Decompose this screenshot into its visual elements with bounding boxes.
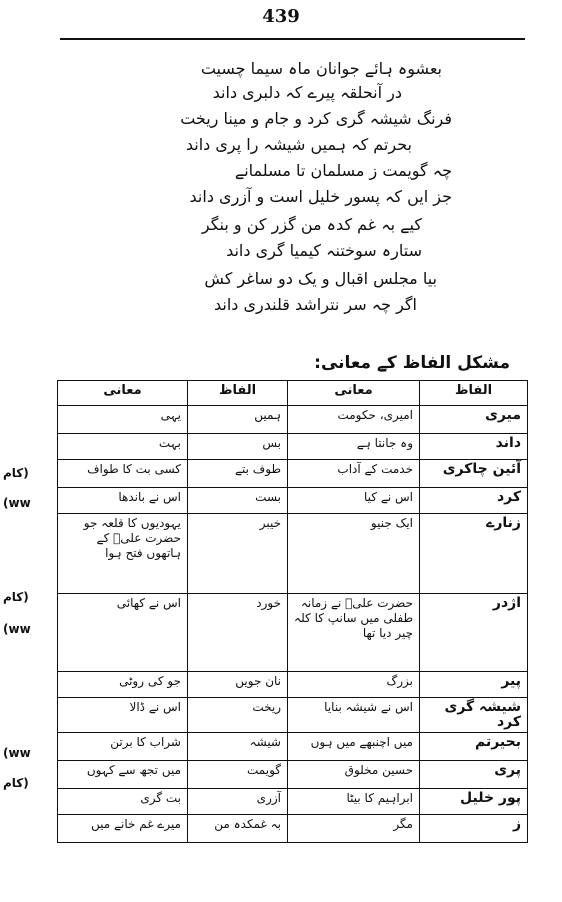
table-cell: ابراہیم کا بیٹا	[288, 789, 420, 815]
table-cell: بست	[188, 488, 288, 514]
table-cell: شراب کا برتن	[58, 733, 188, 761]
margin-note: (ww	[3, 622, 31, 636]
table-row	[58, 460, 528, 488]
table-cell: بت گری	[58, 789, 188, 815]
verse-line: اگر چہ سر نتراشد قلندری داند	[213, 295, 417, 314]
table-cell: گویمت	[188, 761, 288, 789]
top-rule	[60, 38, 525, 40]
verse-line: جز ایں کہ پسور خلیل است و آزری داند	[189, 187, 452, 206]
table-cell: اس نے کھائی	[58, 594, 188, 672]
table-row	[58, 698, 528, 733]
margin-note: (ww	[3, 496, 31, 510]
column-header: معانی	[58, 381, 188, 406]
column-header: معانی	[288, 381, 420, 406]
table-row	[58, 733, 528, 761]
verse-line: چہ گویمت ز مسلمان تا مسلمانے	[234, 161, 452, 180]
table-cell: طوف بتے	[188, 460, 288, 488]
verse-line: در آنحلقہ پیرے کہ دلبری داند	[212, 83, 402, 102]
margin-note: (ww	[3, 746, 31, 760]
table-row	[58, 406, 528, 434]
table-cell: وہ جانتا ہے	[288, 434, 420, 460]
section-heading: مشکل الفاظ کے معانی:	[314, 353, 510, 373]
table-cell: پور خلیل	[420, 789, 528, 815]
table-cell: اس نے باندھا	[58, 488, 188, 514]
table-cell: یہودیوں کا قلعہ جو حضرت علیؓ کے ہاتھوں فتح ہوا	[58, 514, 188, 594]
table-cell: میرے غم خانے میں	[58, 815, 188, 843]
table-cell: اژدر	[420, 594, 528, 672]
table-row	[58, 594, 528, 672]
glossary-table	[57, 380, 528, 843]
table-cell: شیشہ گری کرد	[420, 698, 528, 733]
verse-line: کیے بہ غم کدہ من گزر کن و بنگر	[201, 215, 422, 234]
column-header: الفاظ	[420, 381, 528, 406]
table-header-row	[58, 381, 528, 406]
verse-line: بیا مجلس اقبال و یک دو ساغر کش	[204, 269, 437, 288]
table-cell: خورد	[188, 594, 288, 672]
table-row	[58, 488, 528, 514]
table-cell: ریخت	[188, 698, 288, 733]
table-cell: میں اچنبھے میں ہوں	[288, 733, 420, 761]
table-cell: اس نے ڈالا	[58, 698, 188, 733]
table-cell: میری	[420, 406, 528, 434]
verse-line: فرنگ شیشہ گری کرد و جام و مینا ریخت	[180, 109, 452, 128]
table-row	[58, 815, 528, 843]
table-row	[58, 434, 528, 460]
table-cell: اس نے کیا	[288, 488, 420, 514]
table-cell: داند	[420, 434, 528, 460]
table-cell: مگر	[288, 815, 420, 843]
table-cell: آئین چاکری	[420, 460, 528, 488]
table-cell: آزری	[188, 789, 288, 815]
table-cell: یہی	[58, 406, 188, 434]
table-cell: بس	[188, 434, 288, 460]
table-cell: بہت	[58, 434, 188, 460]
table-row	[58, 789, 528, 815]
table-row	[58, 514, 528, 594]
table-cell: زنارے	[420, 514, 528, 594]
table-cell: حسین مخلوق	[288, 761, 420, 789]
table-cell: اس نے شیشہ بنایا	[288, 698, 420, 733]
table-cell: حضرت علیؓ نے زمانہ طفلی میں سانپ کا کلہ چیر دیا تھا	[288, 594, 420, 672]
table-row	[58, 761, 528, 789]
table-cell: خدمت کے آداب	[288, 460, 420, 488]
table-cell: خیبر	[188, 514, 288, 594]
table-cell: ز	[420, 815, 528, 843]
table-cell: نان جویں	[188, 672, 288, 698]
table-cell: کرد	[420, 488, 528, 514]
table-cell: ایک جنیو	[288, 514, 420, 594]
margin-note: کام)	[3, 776, 29, 790]
table-cell: شیشہ	[188, 733, 288, 761]
table-cell: میں تجھ سے کہوں	[58, 761, 188, 789]
page-number: 439	[262, 6, 300, 27]
table-cell: بزرگ	[288, 672, 420, 698]
verse-line: بعشوہ ہائے جوانان ماہ سیما چسیت	[200, 59, 442, 78]
table-row	[58, 672, 528, 698]
verse-line: ستارہ سوختنہ کیمیا گری داند	[226, 241, 422, 260]
table-cell: کسی بت کا طواف	[58, 460, 188, 488]
table-cell: جو کی روٹی	[58, 672, 188, 698]
table-cell: بحیرتم	[420, 733, 528, 761]
table-cell: پری	[420, 761, 528, 789]
table-cell: بہ غمکدہ من	[188, 815, 288, 843]
margin-note: کام)	[3, 466, 29, 480]
table-cell: امیری، حکومت	[288, 406, 420, 434]
table-cell: ہمیں	[188, 406, 288, 434]
column-header: الفاظ	[188, 381, 288, 406]
verse-line: بحرتم کہ ہمیں شیشہ را پری داند	[185, 135, 412, 154]
table-cell: پیر	[420, 672, 528, 698]
margin-note: کام)	[3, 590, 29, 604]
